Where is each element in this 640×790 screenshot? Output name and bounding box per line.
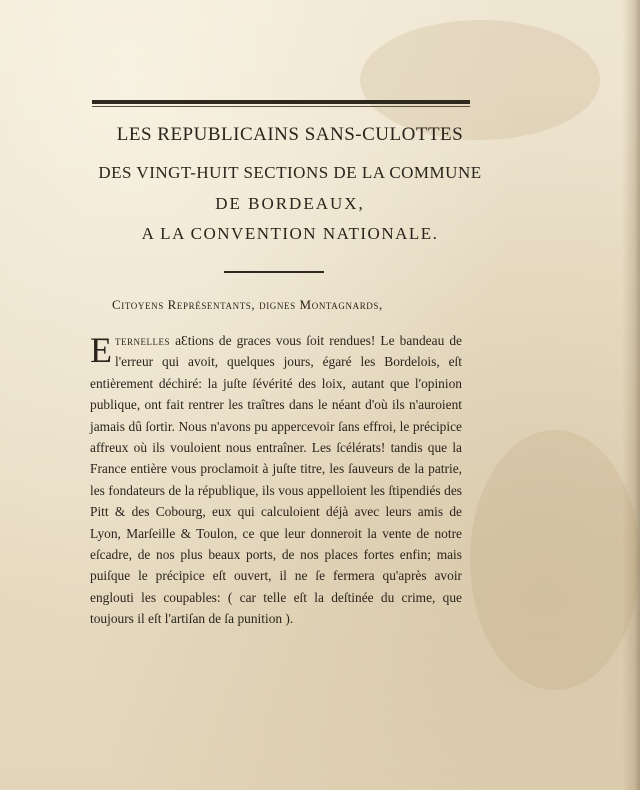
lead-word: ternelles: [115, 333, 170, 348]
title-line-1: LES REPUBLICAINS SANS-CULOTTES: [116, 124, 464, 145]
salutation: Citoyens Représentants, dignes Montagnards,: [112, 297, 383, 312]
divider-rule: [224, 271, 324, 273]
body-paragraph: [90, 330, 462, 630]
title-line-4: A LA CONVENTION NATIONALE.: [141, 224, 439, 243]
page-edge: [622, 0, 640, 790]
title-line-2: DES VINGT-HUIT SECTIONS DE LA COMMUNE: [98, 163, 482, 182]
body-text: aƐtions de graces vous ſoit rendues! Le bandeau de l'erreur qui avoit, quelques jours, égaré les Bordelois, eſt entièrement déchiré: la juſte ſévérité des loix, autant que l'opinion publique, ont fait rentrer les traîtres dans le néant d'où ils n'auroient jamais dû ſortir. Nous n'avons pu appercevoir ſans effroi, le précipice affreux où ils vouloient nous entraîner. Les ſcélérats! tandis que la France entière vous proclamoit à juſte titre, les ſauveurs de la patrie, les fondateurs de la république, ils vous appelloient les ſtipendiés des Pitt & des Cobourg, eux qui calculoient déjà avec leurs amis de Lyon, Marſeille & Toulon, ce que leur donneroit la vente de notre eſcadre, de nos plus beaux ports, de nos places fortes enfin; mais puiſque le précipice eſt ouvert, il ne ſe fermera qu'après avoir englouti les coupables: ( car telle eſt la deſtinée du crime, que toujours il eſt l'artiſan de ſa punition ).: [90, 333, 462, 627]
paper-stain: [470, 430, 640, 690]
title-line-3: DE BORDEAUX,: [215, 194, 365, 213]
top-rule: [92, 100, 470, 104]
paper-stain: [360, 20, 600, 140]
drop-cap: E: [90, 330, 112, 370]
